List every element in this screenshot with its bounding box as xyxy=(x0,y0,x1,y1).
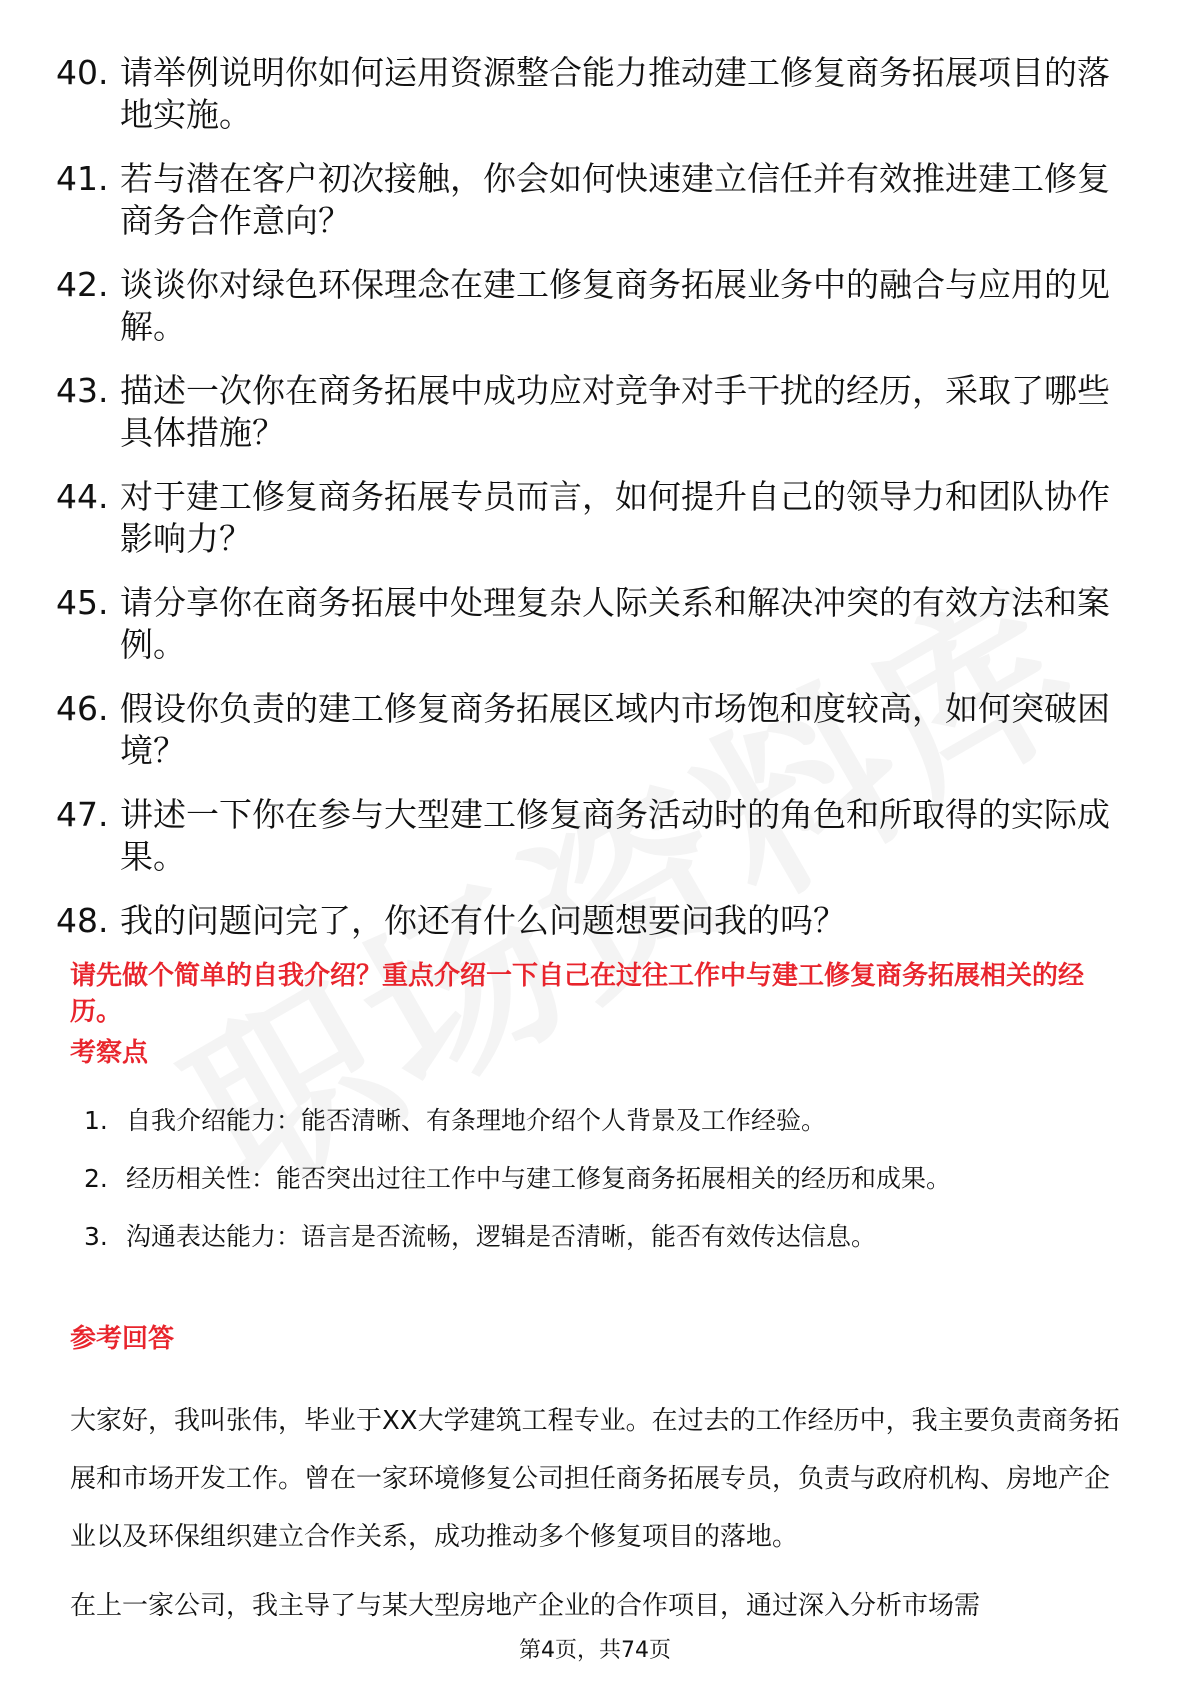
question-text: 描述一次你在商务拓展中成功应对竞争对手干扰的经历，采取了哪些具体措施？ xyxy=(120,371,1110,452)
reference-heading: 参考回答 xyxy=(70,1324,175,1354)
point-number: 2. xyxy=(84,1164,108,1193)
question-text: 讲述一下你在参与大型建工修复商务活动时的角色和所取得的实际成果。 xyxy=(120,795,1110,876)
reference-paragraph-1: 大家好，我叫张伟，毕业于XX大学建筑工程专业。在过去的工作经历中，我主要负责商务拓展和市场开发工作。曾在一家环境修复公司担任商务拓展专员，负责与政府机构、房地产企业以及环保组织建立合作关系，成功推动多个修复项目的落地。 xyxy=(70,1406,1120,1552)
question-number: 41. xyxy=(56,159,109,198)
question-item xyxy=(56,370,1136,454)
reference-paragraph-2: 在上一家公司，我主导了与某大型房地产企业的合作项目，通过深入分析市场需 xyxy=(70,1591,981,1621)
question-number: 48. xyxy=(56,901,109,940)
question-item xyxy=(56,900,1136,942)
question-item xyxy=(56,264,1136,348)
question-text: 请分享你在商务拓展中处理复杂人际关系和解决冲突的有效方法和案例。 xyxy=(120,583,1110,664)
question-number: 45. xyxy=(56,583,109,622)
question-text: 谈谈你对绿色环保理念在建工修复商务拓展业务中的融合与应用的见解。 xyxy=(120,265,1110,346)
question-item xyxy=(56,52,1136,136)
question-number: 42. xyxy=(56,265,109,304)
question-item xyxy=(56,476,1136,560)
question-item xyxy=(56,158,1136,242)
question-text: 对于建工修复商务拓展专员而言，如何提升自己的领导力和团队协作影响力？ xyxy=(120,477,1110,558)
question-text: 假设你负责的建工修复商务拓展区域内市场饱和度较高，如何突破困境？ xyxy=(120,689,1110,770)
point-text: 经历相关性：能否突出过往工作中与建工修复商务拓展相关的经历和成果。 xyxy=(126,1164,952,1193)
question-list xyxy=(56,52,1136,964)
assessment-point xyxy=(84,1104,1124,1138)
assessment-heading: 考察点 xyxy=(70,1038,149,1068)
question-number: 43. xyxy=(56,371,109,410)
point-number: 3. xyxy=(84,1222,108,1251)
question-number: 47. xyxy=(56,795,109,834)
question-number: 40. xyxy=(56,53,109,92)
question-text: 我的问题问完了，你还有什么问题想要问我的吗？ xyxy=(120,901,846,940)
assessment-point xyxy=(84,1162,1124,1196)
question-item xyxy=(56,582,1136,666)
question-item xyxy=(56,794,1136,878)
assessment-points xyxy=(84,1104,1124,1278)
question-item xyxy=(56,688,1136,772)
highlight-question: 请先做个简单的自我介绍？重点介绍一下自己在过往工作中与建工修复商务拓展相关的经历。 xyxy=(70,961,1085,1027)
question-text: 请举例说明你如何运用资源整合能力推动建工修复商务拓展项目的落地实施。 xyxy=(120,53,1110,134)
question-number: 46. xyxy=(56,689,109,728)
point-number: 1. xyxy=(84,1106,108,1135)
point-text: 沟通表达能力：语言是否流畅，逻辑是否清晰，能否有效传达信息。 xyxy=(126,1222,877,1251)
assessment-point xyxy=(84,1220,1124,1254)
question-text: 若与潜在客户初次接触，你会如何快速建立信任并有效推进建工修复商务合作意向？ xyxy=(120,159,1110,240)
point-text: 自我介绍能力：能否清晰、有条理地介绍个人背景及工作经验。 xyxy=(126,1106,827,1135)
page-footer: 第4页，共74页 xyxy=(519,1638,671,1663)
question-number: 44. xyxy=(56,477,109,516)
